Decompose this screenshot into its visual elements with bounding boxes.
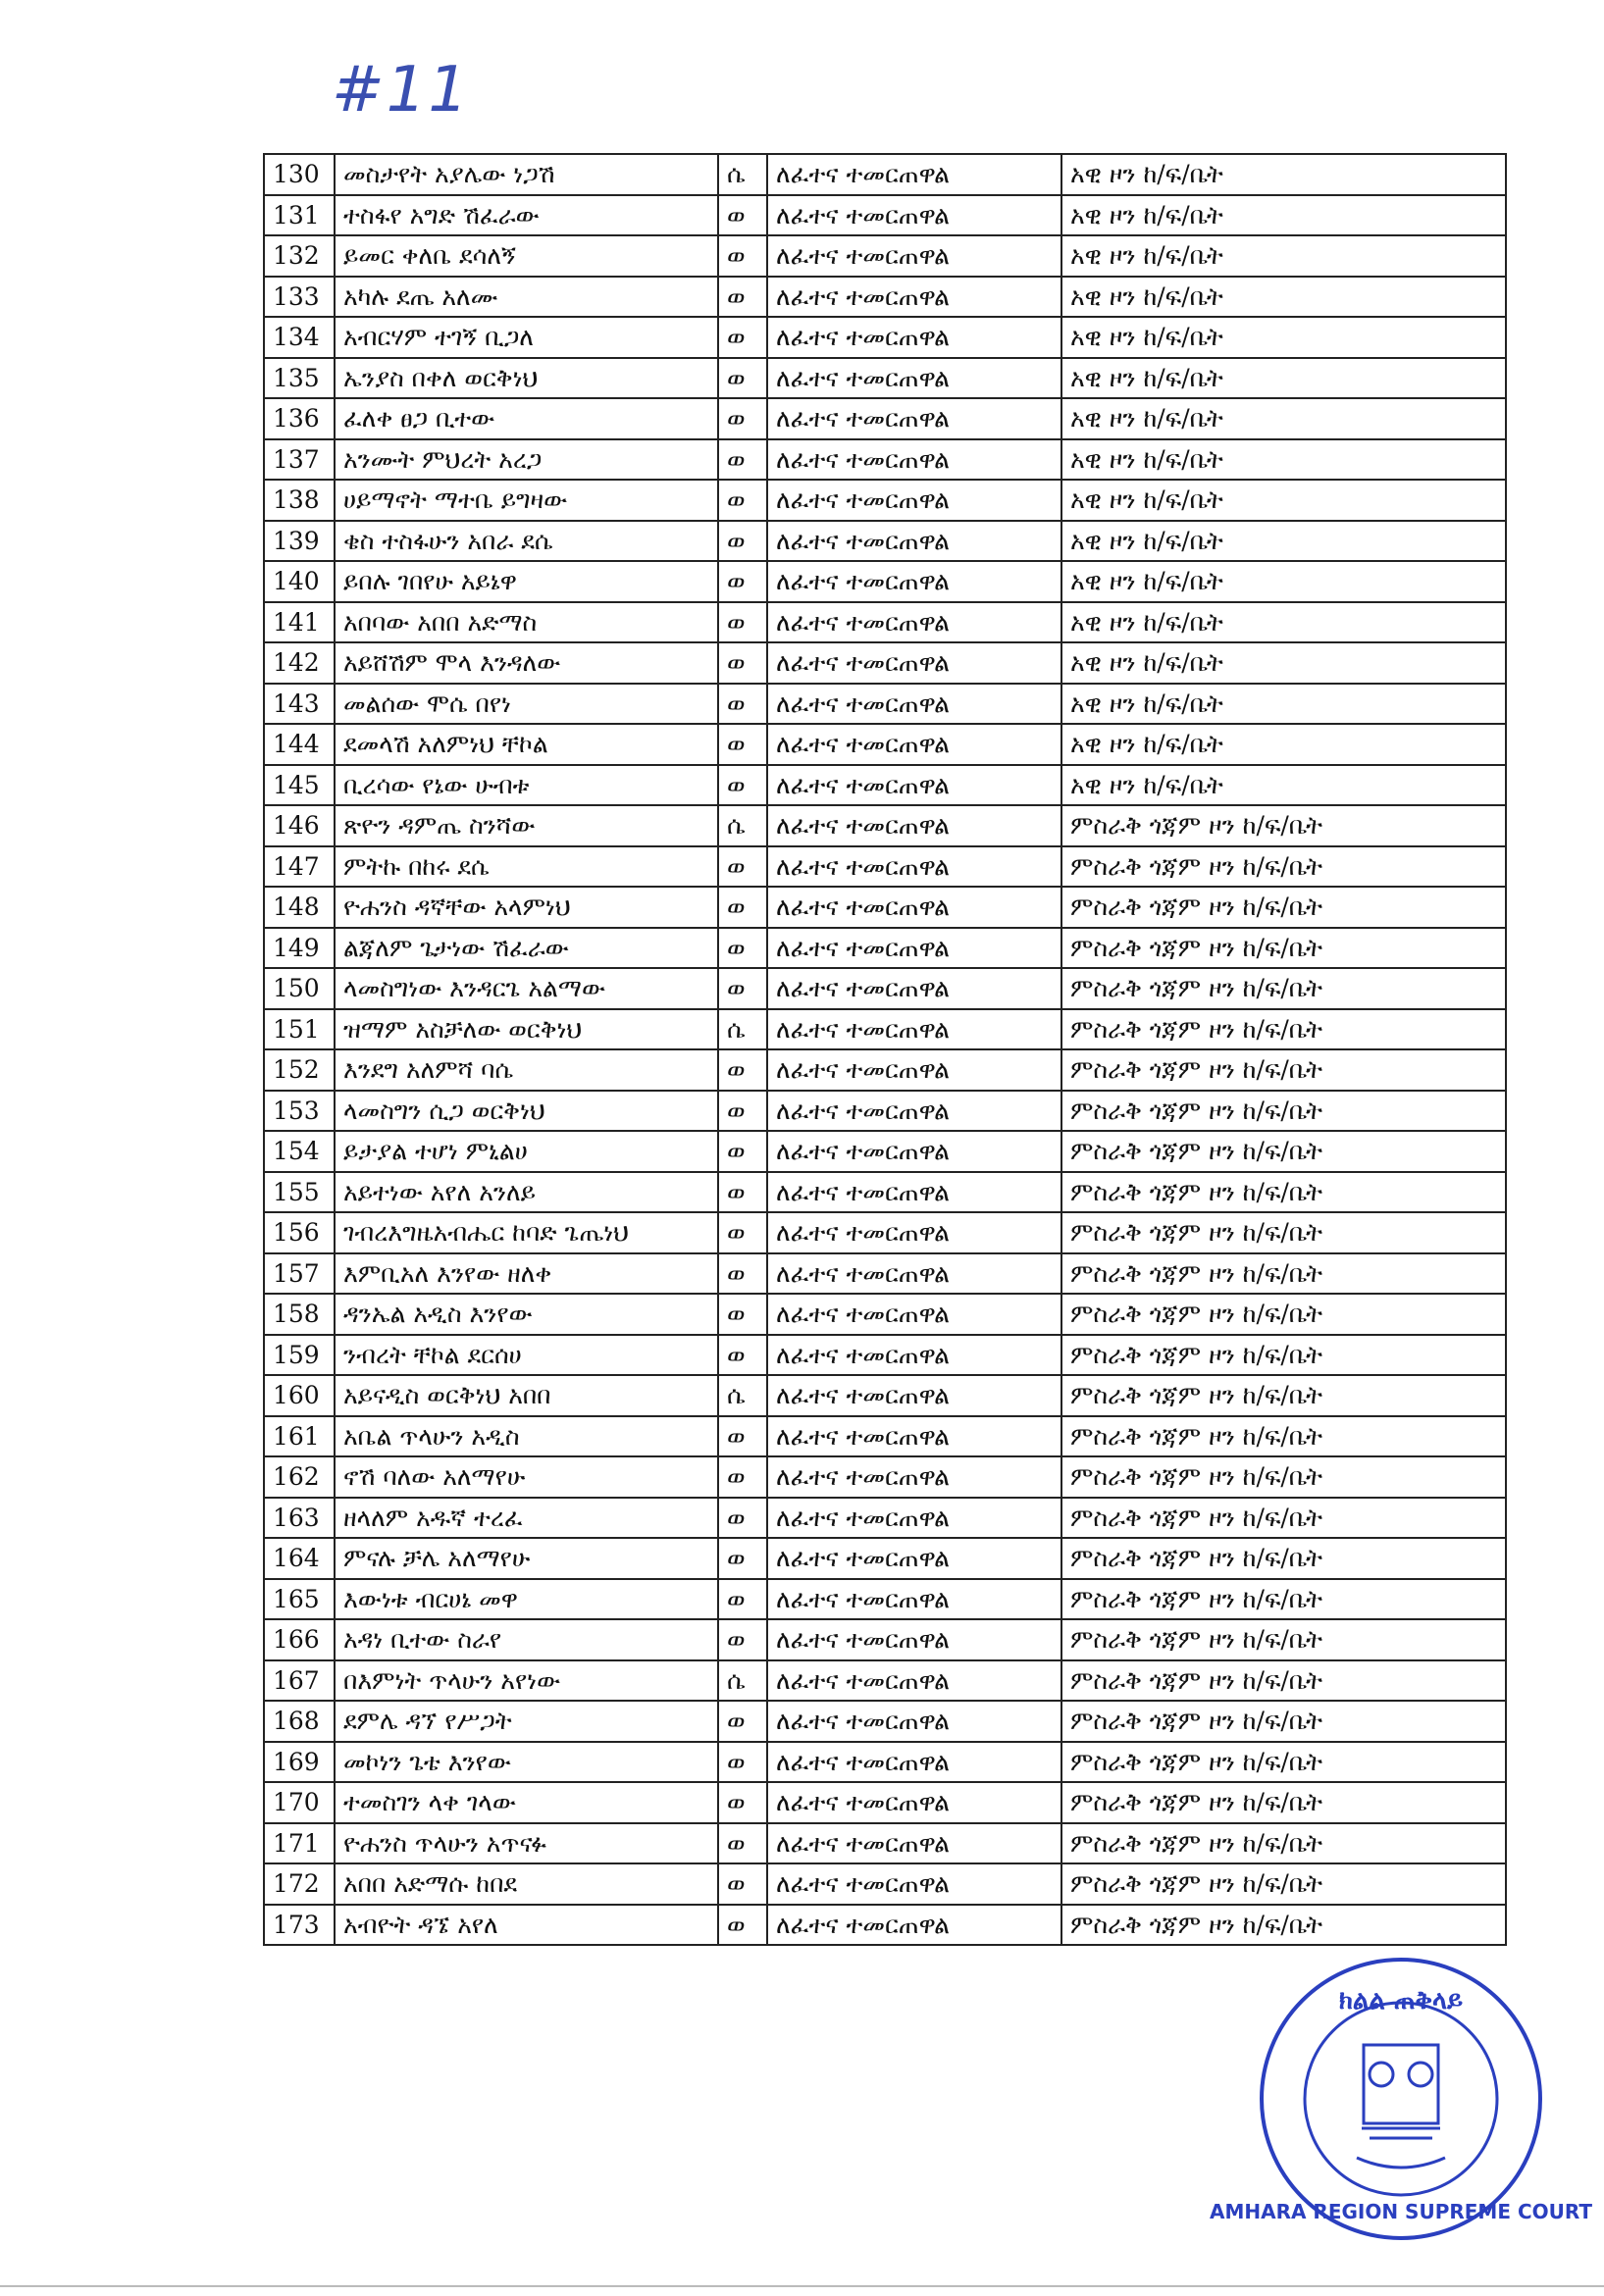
court-cell: አዊ ዞን ከ/ፍ/ቤት — [1061, 684, 1506, 725]
name-cell: ገብረእግዜአብሔር ከባድ ጌጤነህ — [335, 1212, 718, 1253]
row-number-cell: 156 — [264, 1212, 335, 1253]
status-cell: ለፈተና ተመርጠዋል — [767, 724, 1061, 765]
table-row — [264, 1782, 1506, 1823]
sex-cell: ወ — [718, 1172, 767, 1213]
court-cell: አዊ ዞን ከ/ፍ/ቤት — [1061, 521, 1506, 562]
status-cell: ለፈተና ተመርጠዋል — [767, 521, 1061, 562]
name-cell: አይናዲስ ወርቅነህ አበበ — [335, 1375, 718, 1416]
row-number-cell: 136 — [264, 398, 335, 439]
sex-cell: ወ — [718, 642, 767, 684]
status-cell: ለፈተና ተመርጠዋል — [767, 1416, 1061, 1457]
status-cell: ለፈተና ተመርጠዋል — [767, 642, 1061, 684]
row-number-cell: 170 — [264, 1782, 335, 1823]
table-row — [264, 1456, 1506, 1498]
table-row — [264, 968, 1506, 1009]
sex-cell: ወ — [718, 602, 767, 643]
name-cell: መስታየት አያሌው ነጋሽ — [335, 154, 718, 195]
court-cell: ምስራቅ ጎጃም ዞን ከ/ፍ/ቤት — [1061, 1294, 1506, 1335]
name-cell: ይበሉ ገበየሁ አይኔዋ — [335, 561, 718, 602]
name-cell: ፈለቀ ፀጋ ቢተው — [335, 398, 718, 439]
row-number-cell: 135 — [264, 358, 335, 399]
row-number-cell: 148 — [264, 887, 335, 928]
row-number-cell: 163 — [264, 1498, 335, 1539]
table-row — [264, 317, 1506, 358]
status-cell: ለፈተና ተመርጠዋል — [767, 195, 1061, 236]
row-number-cell: 140 — [264, 561, 335, 602]
court-cell: ምስራቅ ጎጃም ዞን ከ/ፍ/ቤት — [1061, 1416, 1506, 1457]
table-row — [264, 235, 1506, 277]
status-cell: ለፈተና ተመርጠዋል — [767, 1009, 1061, 1050]
sex-cell: ወ — [718, 968, 767, 1009]
sex-cell: ወ — [718, 1335, 767, 1376]
row-number-cell: 139 — [264, 521, 335, 562]
table-body — [264, 154, 1506, 1945]
name-cell: ልጃለም ጌታነው ሽፈራው — [335, 928, 718, 969]
status-cell: ለፈተና ተመርጠዋል — [767, 1782, 1061, 1823]
court-cell: ምስራቅ ጎጃም ዞን ከ/ፍ/ቤት — [1061, 1498, 1506, 1539]
name-cell: አዳነ ቢተው ስራየ — [335, 1619, 718, 1660]
row-number-cell: 150 — [264, 968, 335, 1009]
court-cell: ምስራቅ ጎጃም ዞን ከ/ፍ/ቤት — [1061, 805, 1506, 846]
court-cell: አዊ ዞን ከ/ፍ/ቤት — [1061, 480, 1506, 521]
table-row — [264, 1579, 1506, 1620]
court-cell: ምስራቅ ጎጃም ዞን ከ/ፍ/ቤት — [1061, 928, 1506, 969]
table-row — [264, 765, 1506, 806]
sex-cell: ወ — [718, 1456, 767, 1498]
row-number-cell: 165 — [264, 1579, 335, 1620]
status-cell: ለፈተና ተመርጠዋል — [767, 968, 1061, 1009]
table-row — [264, 439, 1506, 481]
name-cell: ተስፋየ አግድ ሽፈራው — [335, 195, 718, 236]
sex-cell: ወ — [718, 1905, 767, 1946]
sex-cell: ሴ — [718, 1375, 767, 1416]
table-row — [264, 1742, 1506, 1783]
status-cell: ለፈተና ተመርጠዋል — [767, 1701, 1061, 1742]
row-number-cell: 133 — [264, 277, 335, 318]
row-number-cell: 167 — [264, 1660, 335, 1702]
name-cell: ኤንያስ በቀለ ወርቅነህ — [335, 358, 718, 399]
status-cell: ለፈተና ተመርጠዋል — [767, 1456, 1061, 1498]
page-number-handwritten: #11 — [332, 54, 471, 127]
name-cell: አቤል ጥላሁን አዲስ — [335, 1416, 718, 1457]
status-cell: ለፈተና ተመርጠዋል — [767, 1131, 1061, 1172]
sex-cell: ወ — [718, 1091, 767, 1132]
status-cell: ለፈተና ተመርጠዋል — [767, 887, 1061, 928]
sex-cell: ወ — [718, 928, 767, 969]
status-cell: ለፈተና ተመርጠዋል — [767, 805, 1061, 846]
court-cell: ምስራቅ ጎጃም ዞን ከ/ፍ/ቤት — [1061, 1375, 1506, 1416]
status-cell: ለፈተና ተመርጠዋል — [767, 1212, 1061, 1253]
sex-cell: ወ — [718, 887, 767, 928]
sex-cell: ወ — [718, 277, 767, 318]
court-cell: አዊ ዞን ከ/ፍ/ቤት — [1061, 358, 1506, 399]
court-cell: ምስራቅ ጎጃም ዞን ከ/ፍ/ቤት — [1061, 1660, 1506, 1702]
court-cell: ምስራቅ ጎጃም ዞን ከ/ፍ/ቤት — [1061, 1538, 1506, 1579]
court-cell: ምስራቅ ጎጃም ዞን ከ/ፍ/ቤት — [1061, 1335, 1506, 1376]
name-cell: ቢረሳው የኔው ሁብቱ — [335, 765, 718, 806]
name-cell: አይተነው አየለ አንለይ — [335, 1172, 718, 1213]
status-cell: ለፈተና ተመርጠዋል — [767, 480, 1061, 521]
row-number-cell: 158 — [264, 1294, 335, 1335]
court-cell: አዊ ዞን ከ/ፍ/ቤት — [1061, 398, 1506, 439]
court-cell: ምስራቅ ጎጃም ዞን ከ/ፍ/ቤት — [1061, 1091, 1506, 1132]
table-row — [264, 805, 1506, 846]
sex-cell: ወ — [718, 561, 767, 602]
table-row — [264, 1498, 1506, 1539]
name-cell: እውነቱ ብርሀኔ መዋ — [335, 1579, 718, 1620]
sex-cell: ወ — [718, 765, 767, 806]
status-cell: ለፈተና ተመርጠዋል — [767, 1294, 1061, 1335]
sex-cell: ወ — [718, 724, 767, 765]
row-number-cell: 143 — [264, 684, 335, 725]
table-row — [264, 398, 1506, 439]
table-row — [264, 195, 1506, 236]
name-cell: ቄስ ተስፋሁን አበራ ደሴ — [335, 521, 718, 562]
sex-cell: ወ — [718, 1498, 767, 1539]
sex-cell: ወ — [718, 480, 767, 521]
name-cell: ዘላለም አዱኛ ተረፈ — [335, 1498, 718, 1539]
row-number-cell: 172 — [264, 1863, 335, 1905]
sex-cell: ወ — [718, 1782, 767, 1823]
row-number-cell: 166 — [264, 1619, 335, 1660]
sex-cell: ሴ — [718, 805, 767, 846]
court-cell: አዊ ዞን ከ/ፍ/ቤት — [1061, 561, 1506, 602]
svg-text:ክልል ጠቅላይ: ክልል ጠቅላይ — [1338, 1986, 1464, 2015]
court-cell: ምስራቅ ጎጃም ዞን ከ/ፍ/ቤት — [1061, 968, 1506, 1009]
name-cell: ደምሌ ዳኘ የሥጋት — [335, 1701, 718, 1742]
row-number-cell: 138 — [264, 480, 335, 521]
table-row — [264, 724, 1506, 765]
row-number-cell: 155 — [264, 1172, 335, 1213]
court-seal-stamp — [1209, 1952, 1593, 2246]
status-cell: ለፈተና ተመርጠዋል — [767, 235, 1061, 277]
name-cell: አይሸሽም ሞላ እንዳለው — [335, 642, 718, 684]
table-row — [264, 1701, 1506, 1742]
status-cell: ለፈተና ተመርጠዋል — [767, 1335, 1061, 1376]
court-cell: አዊ ዞን ከ/ፍ/ቤት — [1061, 154, 1506, 195]
table-row — [264, 1212, 1506, 1253]
name-cell: ኖሽ ባለው አለማየሁ — [335, 1456, 718, 1498]
name-cell: በእምነት ጥላሁን አየነው — [335, 1660, 718, 1702]
status-cell: ለፈተና ተመርጠዋል — [767, 846, 1061, 888]
name-cell: ምትኩ በከሩ ደሴ — [335, 846, 718, 888]
table-row — [264, 1416, 1506, 1457]
sex-cell: ወ — [718, 1742, 767, 1783]
court-cell: አዊ ዞን ከ/ፍ/ቤት — [1061, 317, 1506, 358]
name-cell: ምናሉ ቻሌ አለማየሁ — [335, 1538, 718, 1579]
court-cell: ምስራቅ ጎጃም ዞን ከ/ፍ/ቤት — [1061, 1049, 1506, 1091]
row-number-cell: 162 — [264, 1456, 335, 1498]
table-row — [264, 887, 1506, 928]
row-number-cell: 151 — [264, 1009, 335, 1050]
status-cell: ለፈተና ተመርጠዋል — [767, 1049, 1061, 1091]
name-cell: አበባው አበበ አድማስ — [335, 602, 718, 643]
status-cell: ለፈተና ተመርጠዋል — [767, 277, 1061, 318]
table-row — [264, 1294, 1506, 1335]
status-cell: ለፈተና ተመርጠዋል — [767, 1905, 1061, 1946]
status-cell: ለፈተና ተመርጠዋል — [767, 398, 1061, 439]
table-row — [264, 602, 1506, 643]
status-cell: ለፈተና ተመርጠዋል — [767, 439, 1061, 481]
row-number-cell: 154 — [264, 1131, 335, 1172]
sex-cell: ወ — [718, 1049, 767, 1091]
row-number-cell: 173 — [264, 1905, 335, 1946]
candidates-table — [263, 153, 1507, 1946]
table-row — [264, 1823, 1506, 1864]
table-row — [264, 1091, 1506, 1132]
status-cell: ለፈተና ተመርጠዋል — [767, 1863, 1061, 1905]
status-cell: ለፈተና ተመርጠዋል — [767, 317, 1061, 358]
svg-text:AMHARA REGION SUPREME COURT: AMHARA REGION SUPREME COURT — [1209, 2200, 1593, 2223]
sex-cell: ወ — [718, 846, 767, 888]
table-row — [264, 1905, 1506, 1946]
page-edge-line — [0, 2285, 1604, 2287]
table-row — [264, 1131, 1506, 1172]
status-cell: ለፈተና ተመርጠዋል — [767, 1172, 1061, 1213]
status-cell: ለፈተና ተመርጠዋል — [767, 1823, 1061, 1864]
sex-cell: ወ — [718, 317, 767, 358]
sex-cell: ወ — [718, 195, 767, 236]
court-cell: አዊ ዞን ከ/ፍ/ቤት — [1061, 195, 1506, 236]
court-cell: አዊ ዞን ከ/ፍ/ቤት — [1061, 602, 1506, 643]
table-row — [264, 846, 1506, 888]
sex-cell: ወ — [718, 1619, 767, 1660]
name-cell: መልሰው ሞሴ በየነ — [335, 684, 718, 725]
court-cell: አዊ ዞን ከ/ፍ/ቤት — [1061, 235, 1506, 277]
court-cell: ምስራቅ ጎጃም ዞን ከ/ፍ/ቤት — [1061, 1742, 1506, 1783]
status-cell: ለፈተና ተመርጠዋል — [767, 1253, 1061, 1295]
sex-cell: ወ — [718, 1579, 767, 1620]
row-number-cell: 171 — [264, 1823, 335, 1864]
table-row — [264, 277, 1506, 318]
name-cell: ይመር ቀለቤ ደሳለኝ — [335, 235, 718, 277]
sex-cell: ወ — [718, 235, 767, 277]
name-cell: ላመስግን ሲጋ ወርቅነህ — [335, 1091, 718, 1132]
table-row — [264, 154, 1506, 195]
name-cell: ሀይማኖት ማተቤ ይግዛው — [335, 480, 718, 521]
row-number-cell: 132 — [264, 235, 335, 277]
sex-cell: ወ — [718, 1701, 767, 1742]
table-row — [264, 1619, 1506, 1660]
row-number-cell: 160 — [264, 1375, 335, 1416]
row-number-cell: 134 — [264, 317, 335, 358]
court-cell: ምስራቅ ጎጃም ዞን ከ/ፍ/ቤት — [1061, 887, 1506, 928]
sex-cell: ወ — [718, 1212, 767, 1253]
court-cell: ምስራቅ ጎጃም ዞን ከ/ፍ/ቤት — [1061, 846, 1506, 888]
status-cell: ለፈተና ተመርጠዋል — [767, 358, 1061, 399]
name-cell: እምቢአለ እንየው ዘለቀ — [335, 1253, 718, 1295]
court-cell: ምስራቅ ጎጃም ዞን ከ/ፍ/ቤት — [1061, 1131, 1506, 1172]
row-number-cell: 147 — [264, 846, 335, 888]
row-number-cell: 144 — [264, 724, 335, 765]
sex-cell: ወ — [718, 1416, 767, 1457]
status-cell: ለፈተና ተመርጠዋል — [767, 1660, 1061, 1702]
table-row — [264, 1375, 1506, 1416]
court-cell: ምስራቅ ጎጃም ዞን ከ/ፍ/ቤት — [1061, 1823, 1506, 1864]
court-cell: ምስራቅ ጎጃም ዞን ከ/ፍ/ቤት — [1061, 1456, 1506, 1498]
table-row — [264, 480, 1506, 521]
sex-cell: ወ — [718, 1131, 767, 1172]
sex-cell: ሴ — [718, 1009, 767, 1050]
name-cell: እንደግ አለምሻ ባሴ — [335, 1049, 718, 1091]
court-cell: አዊ ዞን ከ/ፍ/ቤት — [1061, 277, 1506, 318]
sex-cell: ወ — [718, 398, 767, 439]
row-number-cell: 142 — [264, 642, 335, 684]
row-number-cell: 161 — [264, 1416, 335, 1457]
court-cell: ምስራቅ ጎጃም ዞን ከ/ፍ/ቤት — [1061, 1009, 1506, 1050]
row-number-cell: 168 — [264, 1701, 335, 1742]
table-row — [264, 684, 1506, 725]
name-cell: ተመስገን ላቀ ገላው — [335, 1782, 718, 1823]
sex-cell: ወ — [718, 1294, 767, 1335]
row-number-cell: 169 — [264, 1742, 335, 1783]
table-row — [264, 561, 1506, 602]
table-row — [264, 358, 1506, 399]
sex-cell: ወ — [718, 439, 767, 481]
row-number-cell: 146 — [264, 805, 335, 846]
table-row — [264, 1335, 1506, 1376]
name-cell: አብዮት ዳኜ አየለ — [335, 1905, 718, 1946]
sex-cell: ወ — [718, 1823, 767, 1864]
row-number-cell: 145 — [264, 765, 335, 806]
court-cell: ምስራቅ ጎጃም ዞን ከ/ፍ/ቤት — [1061, 1253, 1506, 1295]
name-cell: ዮሐንስ ጥላሁን አጥናፉ — [335, 1823, 718, 1864]
table-row — [264, 521, 1506, 562]
status-cell: ለፈተና ተመርጠዋል — [767, 561, 1061, 602]
sex-cell: ወ — [718, 1538, 767, 1579]
status-cell: ለፈተና ተመርጠዋል — [767, 1498, 1061, 1539]
court-cell: ምስራቅ ጎጃም ዞን ከ/ፍ/ቤት — [1061, 1212, 1506, 1253]
table-row — [264, 642, 1506, 684]
status-cell: ለፈተና ተመርጠዋል — [767, 1619, 1061, 1660]
row-number-cell: 164 — [264, 1538, 335, 1579]
table-row — [264, 1009, 1506, 1050]
status-cell: ለፈተና ተመርጠዋል — [767, 1375, 1061, 1416]
court-cell: ምስራቅ ጎጃም ዞን ከ/ፍ/ቤት — [1061, 1172, 1506, 1213]
name-cell: ዮሐንስ ዳኛቸው አላምነህ — [335, 887, 718, 928]
court-cell: ምስራቅ ጎጃም ዞን ከ/ፍ/ቤት — [1061, 1619, 1506, 1660]
sex-cell: ወ — [718, 358, 767, 399]
status-cell: ለፈተና ተመርጠዋል — [767, 1091, 1061, 1132]
name-cell: አንሙት ምህረት አረጋ — [335, 439, 718, 481]
court-cell: ምስራቅ ጎጃም ዞን ከ/ፍ/ቤት — [1061, 1905, 1506, 1946]
name-cell: ዳንኤል አዲስ እንየው — [335, 1294, 718, 1335]
status-cell: ለፈተና ተመርጠዋል — [767, 154, 1061, 195]
court-cell: አዊ ዞን ከ/ፍ/ቤት — [1061, 724, 1506, 765]
name-cell: ንብረት ቸኮል ደርሰሀ — [335, 1335, 718, 1376]
status-cell: ለፈተና ተመርጠዋል — [767, 928, 1061, 969]
row-number-cell: 141 — [264, 602, 335, 643]
table-row — [264, 1172, 1506, 1213]
status-cell: ለፈተና ተመርጠዋል — [767, 1579, 1061, 1620]
row-number-cell: 159 — [264, 1335, 335, 1376]
row-number-cell: 137 — [264, 439, 335, 481]
sex-cell: ሴ — [718, 154, 767, 195]
row-number-cell: 157 — [264, 1253, 335, 1295]
court-cell: አዊ ዞን ከ/ፍ/ቤት — [1061, 765, 1506, 806]
row-number-cell: 131 — [264, 195, 335, 236]
sex-cell: ሴ — [718, 1660, 767, 1702]
court-cell: ምስራቅ ጎጃም ዞን ከ/ፍ/ቤት — [1061, 1863, 1506, 1905]
status-cell: ለፈተና ተመርጠዋል — [767, 684, 1061, 725]
table-row — [264, 1660, 1506, 1702]
name-cell: ላመስግነው እንዳርጌ አልማው — [335, 968, 718, 1009]
name-cell: ይታያል ተሆነ ምኒልሀ — [335, 1131, 718, 1172]
name-cell: አካሉ ደጤ አለሙ — [335, 277, 718, 318]
status-cell: ለፈተና ተመርጠዋል — [767, 602, 1061, 643]
row-number-cell: 130 — [264, 154, 335, 195]
sex-cell: ወ — [718, 1253, 767, 1295]
court-cell: አዊ ዞን ከ/ፍ/ቤት — [1061, 642, 1506, 684]
court-cell: ምስራቅ ጎጃም ዞን ከ/ፍ/ቤት — [1061, 1579, 1506, 1620]
row-number-cell: 149 — [264, 928, 335, 969]
table-row — [264, 1538, 1506, 1579]
sex-cell: ወ — [718, 1863, 767, 1905]
name-cell: አበበ አድማሱ ከበደ — [335, 1863, 718, 1905]
status-cell: ለፈተና ተመርጠዋል — [767, 765, 1061, 806]
name-cell: ጽዮን ዳምጤ ስንሻው — [335, 805, 718, 846]
status-cell: ለፈተና ተመርጠዋል — [767, 1742, 1061, 1783]
sex-cell: ወ — [718, 684, 767, 725]
court-cell: ምስራቅ ጎጃም ዞን ከ/ፍ/ቤት — [1061, 1701, 1506, 1742]
row-number-cell: 152 — [264, 1049, 335, 1091]
sex-cell: ወ — [718, 521, 767, 562]
name-cell: ዝማም አስቻለው ወርቅነህ — [335, 1009, 718, 1050]
court-cell: አዊ ዞን ከ/ፍ/ቤት — [1061, 439, 1506, 481]
table-row — [264, 1049, 1506, 1091]
status-cell: ለፈተና ተመርጠዋል — [767, 1538, 1061, 1579]
table-row — [264, 1863, 1506, 1905]
table-row — [264, 928, 1506, 969]
name-cell: አብርሃም ተገኝ ቢጋለ — [335, 317, 718, 358]
table-row — [264, 1253, 1506, 1295]
name-cell: ደመላሽ አለምነህ ቸኮል — [335, 724, 718, 765]
row-number-cell: 153 — [264, 1091, 335, 1132]
name-cell: መኮነን ጌቴ እንየው — [335, 1742, 718, 1783]
court-cell: ምስራቅ ጎጃም ዞን ከ/ፍ/ቤት — [1061, 1782, 1506, 1823]
